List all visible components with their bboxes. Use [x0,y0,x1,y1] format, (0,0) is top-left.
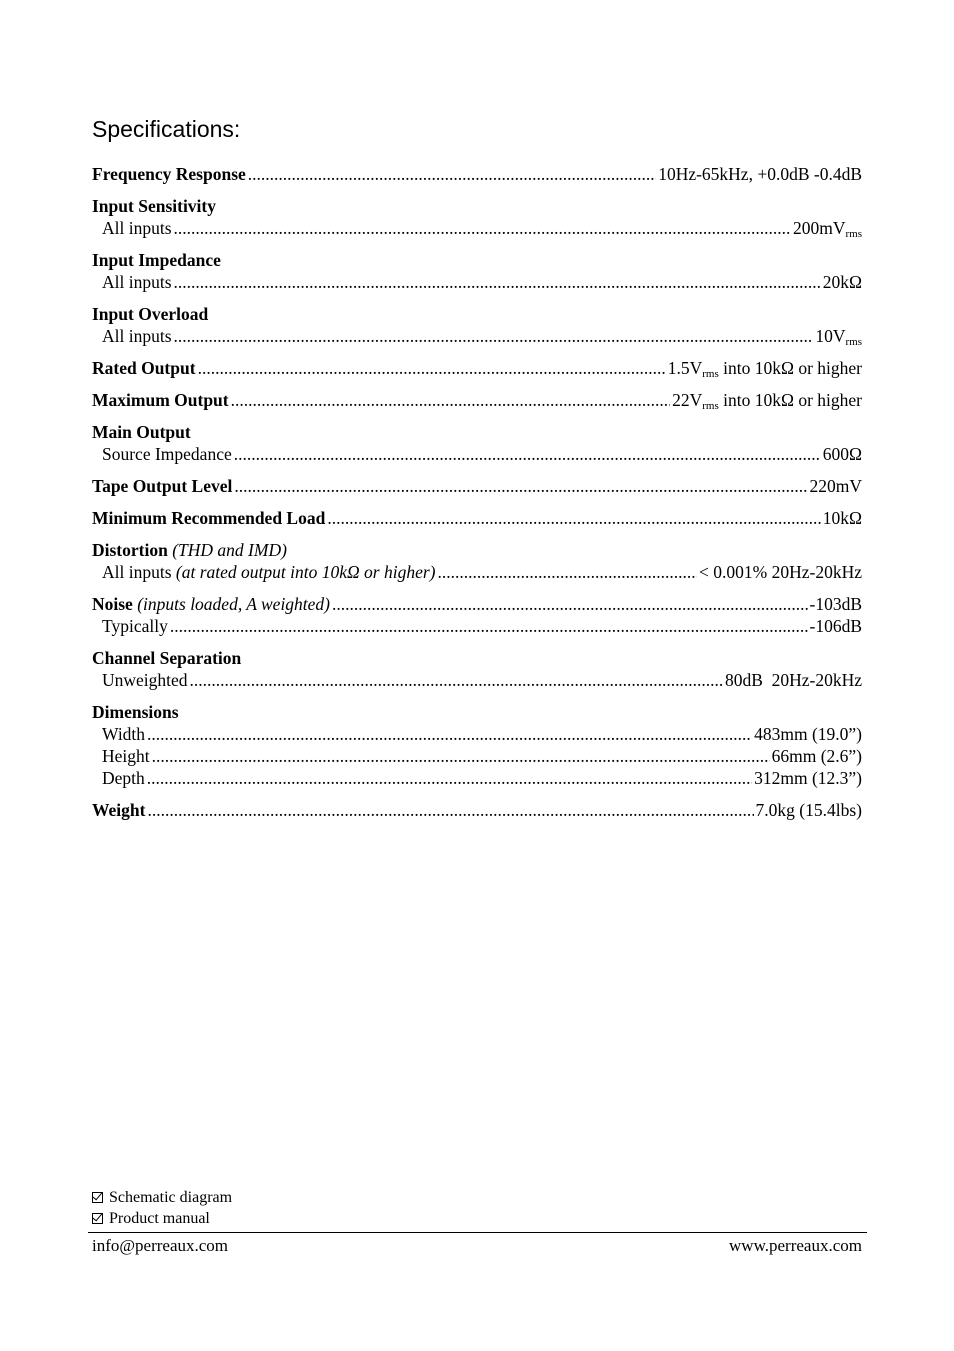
dot-leader [152,745,770,767]
spec-main-output [92,421,862,465]
footer-divider [88,1232,867,1233]
dot-leader [190,669,723,691]
spec-label-note: (inputs loaded, A weighted) [137,594,331,614]
spec-label: Frequency Response [92,164,246,184]
page-title: Specifications: [92,116,241,142]
spec-value: 483mm (19.0”) [754,724,862,744]
spec-value: -106dB [809,616,862,636]
spec-input-overload [92,303,862,347]
spec-value: 10Hz-65kHz, +0.0dB -0.4dB [658,164,862,184]
checklist-item-schematic [92,1187,232,1208]
spec-sub-label: All inputs (at rated output into 10kΩ or higher) [102,562,436,582]
spec-label: Tape Output Level [92,476,233,496]
spec-value: $1.5V_{rms}$ into 10kΩ or higher [667,358,862,380]
spec-value: 80dB 20Hz-20kHz [724,670,862,690]
spec-maximum-output [92,389,862,411]
spec-heading: Distortion (THD and IMD) [92,540,287,560]
spec-value: 220mV [809,476,862,496]
spec-value: < 0.001% 20Hz-20kHz [699,562,862,582]
dot-leader [170,615,808,637]
spec-sub-label: All inputs [102,272,172,292]
spec-label: Weight [92,800,146,820]
spec-value: -103dB [809,594,862,614]
dot-leader [234,443,821,465]
spec-label: Minimum Recommended Load [92,508,326,528]
spec-sub-note: (at rated output into 10kΩ or higher) [175,562,436,582]
spec-value: 7.0kg (15.4lbs) [755,800,862,820]
spec-input-sensitivity [92,195,862,239]
spec-heading: Channel Separation [92,648,242,668]
spec-weight [92,799,862,821]
dot-leader [174,325,814,347]
checklist-item-manual [92,1208,232,1229]
spec-sub-label: Height [102,746,150,766]
spec-sub-label: All inputs [102,326,172,346]
spec-value: 10kΩ [822,508,862,528]
spec-label: Noise [92,594,133,614]
dot-leader [147,723,752,745]
spec-sub-label: Typically [102,616,168,636]
spec-heading: Input Overload [92,304,209,324]
dot-leader [174,271,821,293]
spec-minimum-recommended-load [92,507,862,529]
spec-channel-separation [92,647,862,691]
spec-label: Maximum Output [92,390,229,410]
dot-leader [147,767,752,789]
dot-leader [174,217,791,239]
footer-website: www.perreaux.com [729,1236,862,1255]
spec-heading: Dimensions [92,702,179,722]
document-checklist [92,1187,232,1229]
dot-leader [147,799,753,821]
specifications-list [92,163,862,831]
spec-rated-output [92,357,862,379]
spec-sub-label: Source Impedance [102,444,232,464]
spec-dimensions [92,701,862,789]
spec-value: 20kΩ [822,272,862,292]
spec-value: $22V_{rms}$ into 10kΩ or higher [672,390,862,412]
spec-label: Rated Output [92,358,196,378]
dot-leader [332,593,807,615]
spec-heading: Input Sensitivity [92,196,216,216]
footer-email: info@perreaux.com [92,1236,229,1255]
dot-leader [234,475,807,497]
spec-tape-output-level [92,475,862,497]
checked-box-icon [92,1213,103,1224]
checklist-label: Product manual [109,1210,210,1227]
spec-value: $200mV_{rms}$ [793,218,862,240]
dot-leader [198,357,666,379]
spec-value: 66mm (2.6”) [771,746,862,766]
spec-sub-label: Unweighted [102,670,188,690]
spec-value: 312mm (12.3”) [754,768,862,788]
spec-heading-note: (THD and IMD) [172,540,287,560]
spec-sub-label: All inputs [102,218,172,238]
spec-frequency-response [92,163,862,185]
spec-sub-label: Width [102,724,146,744]
checked-box-icon [92,1192,103,1203]
dot-leader [248,163,656,185]
spec-heading: Input Impedance [92,250,221,270]
dot-leader [327,507,820,529]
dot-leader [437,561,697,583]
checklist-label: Schematic diagram [109,1189,233,1206]
spec-value: 600Ω [822,444,862,464]
spec-noise [92,593,862,637]
spec-heading: Main Output [92,422,191,442]
spec-distortion [92,539,862,583]
spec-input-impedance [92,249,862,293]
spec-sub-label: Depth [102,768,145,788]
dot-leader [231,389,670,411]
spec-value: $10V_{rms}$ [815,326,862,348]
